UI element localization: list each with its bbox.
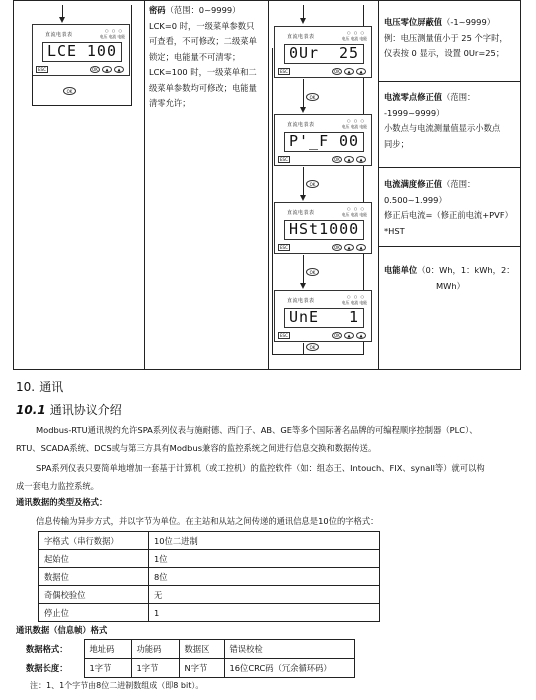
table-cell: 1 (149, 604, 380, 622)
ok-key-icon: OK (332, 244, 342, 251)
up-key-icon: ▲ (102, 66, 112, 73)
section-number: 10. (16, 380, 36, 394)
table-cell: 起始位 (39, 550, 149, 568)
param-text: LCK=100 时，一级菜单和二 (149, 67, 257, 77)
table-row (39, 586, 380, 604)
arrow-icon (300, 107, 306, 113)
meter-value: 1000 (319, 220, 360, 238)
meter-sublabels: 电压 电流 电能 (99, 34, 125, 39)
subsection-number: 10.1 (16, 403, 46, 417)
paragraph: Modbus-RTU通讯规约允许SPA系列仪表与施耐德、西门子、AB、GE等多个国际著名品牌的可编程顺序控制器（PLC）、 (36, 425, 478, 435)
meter-leds: ○ ○ ○ (346, 206, 365, 211)
table-row (39, 532, 380, 550)
esc-key-label: ESC (280, 333, 288, 338)
param-name: 电压零位屏蔽值 (384, 17, 443, 27)
meter-sublabels: 电压 电流 电能 (341, 212, 367, 217)
meter-code: 0Ur (289, 44, 320, 62)
meter-value: 25 (338, 44, 359, 62)
ok-key-icon: OK (332, 332, 342, 339)
down-key-icon: ▲ (356, 244, 366, 251)
down-key-icon: ▲ (356, 332, 366, 339)
esc-key-label: ESC (280, 157, 288, 162)
table-cell: 1位 (149, 550, 380, 568)
meter-title: 直流电表表 (45, 32, 73, 38)
section-heading (16, 378, 63, 395)
param-text: （-1~9999） (442, 17, 496, 27)
table-row (39, 604, 380, 622)
table-divider (378, 1, 379, 369)
meter-screen (42, 42, 122, 62)
meter-leds: ○ ○ ○ (346, 294, 365, 299)
table-cell: 1字节 (131, 659, 179, 678)
table-row-label: 数据长度： (26, 663, 68, 673)
param-text: （范围： (442, 92, 476, 102)
param-text: （范围： (442, 179, 476, 189)
ok-key-icon: OK (306, 343, 319, 351)
meter-screen (284, 220, 364, 240)
parameter-table (13, 0, 521, 370)
ok-key-icon: OK (90, 66, 100, 73)
param-text: 同步； (384, 138, 409, 149)
meter-leds: ○ ○ ○ (104, 28, 123, 33)
table-cell: 数据位 (39, 568, 149, 586)
esc-key-label: ESC (280, 69, 288, 74)
param-text: 清零允许； (149, 98, 191, 108)
arrow-icon (300, 283, 306, 289)
up-key-icon: ▲ (344, 244, 354, 251)
meter-display (274, 290, 372, 342)
ok-key-icon: OK (306, 93, 319, 101)
meter-title: 直流电表表 (287, 210, 315, 216)
param-text: *HST (384, 225, 405, 236)
esc-key-label: ESC (280, 245, 288, 250)
table-divider (144, 1, 145, 369)
flow-arrow-line (272, 48, 273, 355)
flow-arrow-line (303, 167, 304, 197)
table-cell: N字节 (179, 659, 224, 678)
table-row (20, 640, 354, 659)
subsection-heading (16, 401, 122, 418)
down-key-icon: ▲ (356, 68, 366, 75)
frame-format-table (20, 639, 355, 678)
meter-leds: ○ ○ ○ (346, 30, 365, 35)
current-fullscale-description (384, 177, 522, 239)
param-name: 电流零点修正值 (384, 92, 443, 102)
energy-unit-description (384, 263, 522, 294)
ok-key-icon: OK (332, 156, 342, 163)
table-cell: 字格式（串行数据） (39, 532, 149, 550)
paragraph: SPA系列仪表只要简单地增加一套基于计算机（或工控机）的监控软件（如：组态王、Intouch、FIX、synall等）就可以构 (36, 463, 485, 473)
flow-arrow-line (32, 105, 131, 106)
param-text: 锁定；电能量不可清零； (149, 51, 241, 62)
table-divider (378, 81, 520, 82)
ok-key-icon: OK (332, 68, 342, 75)
footnote: 注：1、1个字节由8位二进制数组成（即8 bit）。 (30, 681, 204, 690)
word-format-table (38, 531, 380, 622)
flow-arrow-line (303, 79, 304, 109)
table-cell: 1字节 (84, 659, 131, 678)
meter-screen (284, 132, 364, 152)
table-cell: 停止位 (39, 604, 149, 622)
meter-screen (284, 308, 364, 328)
meter-sublabels: 电压 电流 电能 (341, 124, 367, 129)
paragraph: RTU、SCADA系统、DCS或与第三方具有Modbus兼容的监控系统之间进行信息交换和数据传送。 (16, 443, 377, 453)
subheading: 通讯数据（信息帧）格式 (16, 625, 108, 635)
table-row-label: 数据格式： (26, 644, 68, 654)
table-row (39, 550, 380, 568)
meter-title: 直流电表表 (287, 298, 315, 304)
table-divider (378, 246, 520, 247)
paragraph: 成一套电力监控系统。 (16, 481, 99, 491)
arrow-icon (300, 195, 306, 201)
meter-display (32, 24, 130, 76)
param-text: -1999~9999） (384, 107, 445, 118)
subsection-title: 通讯协议介绍 (49, 403, 122, 417)
param-text: 小数点与电流测量值显示小数点 (384, 123, 501, 133)
meter-display (274, 26, 372, 78)
table-cell: 10位二进制 (149, 532, 380, 550)
meter-code: HSt (289, 220, 320, 238)
meter-title: 直流电表表 (287, 34, 315, 40)
voltage-zero-description (384, 15, 522, 62)
ok-key-icon: OK (306, 180, 319, 188)
param-text: LCK=0 时，一级菜单参数只 (149, 20, 255, 31)
up-key-icon: ▲ (344, 156, 354, 163)
arrow-icon (300, 18, 306, 24)
meter-display (274, 114, 372, 166)
table-cell: 错误校检 (224, 640, 354, 659)
meter-value: 1 (348, 308, 359, 326)
table-cell: 地址码 (84, 640, 131, 659)
meter-code: LCE (47, 42, 78, 60)
current-zero-description (384, 90, 522, 152)
param-text: 仪表按 0 显示，设置 0Ur=25； (384, 48, 505, 58)
meter-code: UnE (289, 308, 320, 326)
meter-sublabels: 电压 电流 电能 (341, 300, 367, 305)
table-cell: 无 (149, 586, 380, 604)
param-text: 级菜单参数均可修改；电能量 (149, 82, 257, 93)
param-text: 0.500~1.999） (384, 194, 447, 205)
meter-sublabels: 电压 电流 电能 (341, 36, 367, 41)
table-cell: 功能码 (131, 640, 179, 659)
param-text: 可查看，不可修改；二级菜单 (149, 36, 257, 46)
paragraph: 信息传输为异步方式，并以字节为单位。在主站和从站之间传递的通讯信息是10位的字格式： (36, 516, 379, 526)
meter-screen (284, 44, 364, 64)
ok-key-icon: OK (63, 87, 76, 95)
param-text: （范围：0~9999） (165, 5, 241, 15)
param-text: 修正后电流=（修正前电流+PVF） (384, 210, 513, 220)
meter-title: 直流电表表 (287, 122, 315, 128)
table-cell: 8位 (149, 568, 380, 586)
table-row (20, 659, 354, 678)
flow-arrow-line (32, 71, 33, 105)
param-text: （0：Wh，1：kWh，2： (417, 265, 515, 275)
flow-arrow-line (272, 354, 364, 355)
meter-leds: ○ ○ ○ (346, 118, 365, 123)
flow-arrow-line (303, 255, 304, 285)
param-text: 例：电压测量值小于 25 个字时， (384, 32, 508, 43)
table-divider (378, 167, 520, 168)
up-key-icon: ▲ (344, 68, 354, 75)
down-key-icon: ▲ (356, 156, 366, 163)
arrow-icon (59, 17, 65, 23)
param-text: MWh） (436, 280, 465, 291)
table-cell: 数据区 (179, 640, 224, 659)
param-name: 电流满度修正值 (384, 179, 443, 189)
meter-value: 00 (338, 132, 359, 150)
meter-display (274, 202, 372, 254)
password-description (149, 3, 267, 112)
meter-value: 100 (86, 42, 117, 60)
flow-arrow-line (303, 343, 304, 354)
table-divider (268, 1, 269, 369)
table-row (39, 568, 380, 586)
param-name: 电能单位 (384, 265, 418, 275)
meter-code: P'_F (289, 132, 330, 150)
table-cell: 奇偶校验位 (39, 586, 149, 604)
table-cell: 16位CRC码（冗余循环码） (224, 659, 354, 678)
down-key-icon: ▲ (114, 66, 124, 73)
up-key-icon: ▲ (344, 332, 354, 339)
ok-key-icon: OK (306, 268, 319, 276)
subheading: 通讯数据的类型及格式： (16, 497, 108, 507)
esc-key-label: ESC (38, 67, 46, 72)
param-name: 密码 (149, 5, 166, 15)
flow-arrow-line (131, 5, 132, 106)
section-title: 通讯 (39, 380, 64, 394)
